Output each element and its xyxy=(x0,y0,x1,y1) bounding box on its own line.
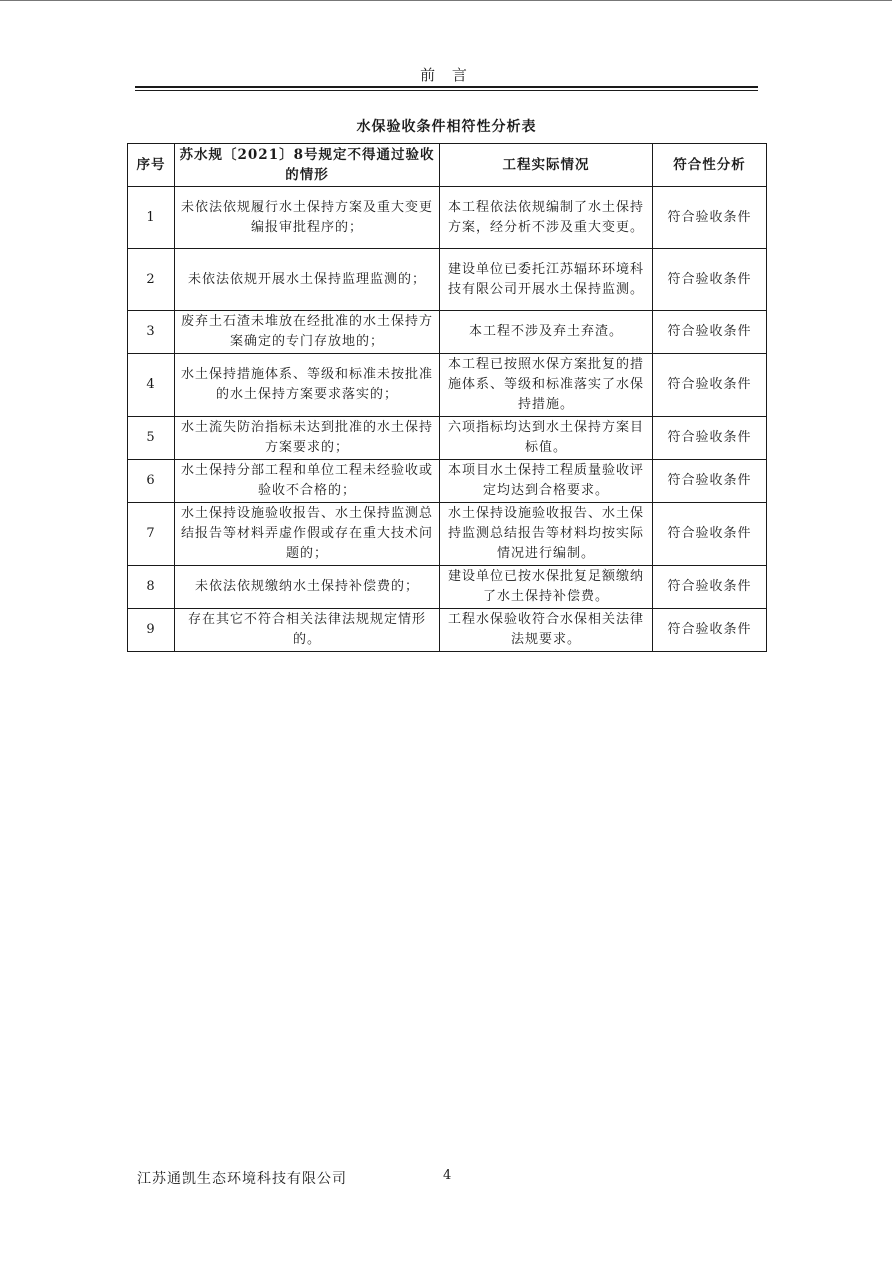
column-header-actual: 工程实际情况 xyxy=(440,144,653,187)
column-header-analysis: 符合性分析 xyxy=(653,144,767,187)
row-actual: 建设单位已按水保批复足额缴纳了水土保持补偿费。 xyxy=(440,566,653,609)
table-row xyxy=(128,609,767,652)
row-number: 3 xyxy=(128,311,175,354)
row-situation: 水土流失防治指标未达到批准的水土保持方案要求的； xyxy=(175,417,440,460)
row-actual: 本工程已按照水保方案批复的措施体系、等级和标准落实了水保持措施。 xyxy=(440,354,653,417)
row-number: 8 xyxy=(128,566,175,609)
row-number: 5 xyxy=(128,417,175,460)
row-situation: 水土保持设施验收报告、水土保持监测总结报告等材料弄虚作假或存在重大技术问题的； xyxy=(175,503,440,566)
row-situation: 未依法依规缴纳水土保持补偿费的； xyxy=(175,566,440,609)
table-row xyxy=(128,460,767,503)
row-analysis: 符合验收条件 xyxy=(653,187,767,249)
row-situation: 水土保持分部工程和单位工程未经验收或验收不合格的； xyxy=(175,460,440,503)
row-actual: 本工程不涉及弃土弃渣。 xyxy=(440,311,653,354)
row-analysis: 符合验收条件 xyxy=(653,311,767,354)
header-rule xyxy=(135,86,758,88)
table-row xyxy=(128,311,767,354)
row-actual: 工程水保验收符合水保相关法律法规要求。 xyxy=(440,609,653,652)
row-number: 6 xyxy=(128,460,175,503)
row-analysis: 符合验收条件 xyxy=(653,354,767,417)
row-actual: 六项指标均达到水土保持方案目标值。 xyxy=(440,417,653,460)
column-header-situation: 苏水规〔2021〕8号规定不得通过验收的情形 xyxy=(175,144,440,187)
header-rule-thin xyxy=(135,90,758,91)
footer-company: 江苏通凯生态环境科技有限公司 xyxy=(137,1171,347,1187)
row-analysis: 符合验收条件 xyxy=(653,503,767,566)
row-analysis: 符合验收条件 xyxy=(653,609,767,652)
row-actual: 本工程依法依规编制了水土保持方案，经分析不涉及重大变更。 xyxy=(440,187,653,249)
page-header: 前 言 xyxy=(420,66,473,84)
table-row xyxy=(128,503,767,566)
table-header-row xyxy=(128,144,767,187)
row-actual: 水土保持设施验收报告、水土保持监测总结报告等材料均按实际情况进行编制。 xyxy=(440,503,653,566)
row-actual: 建设单位已委托江苏辐环环境科技有限公司开展水土保持监测。 xyxy=(440,249,653,311)
row-number: 9 xyxy=(128,609,175,652)
row-analysis: 符合验收条件 xyxy=(653,566,767,609)
row-number: 2 xyxy=(128,249,175,311)
page-top-border xyxy=(0,0,892,1)
row-number: 1 xyxy=(128,187,175,249)
row-situation: 水土保持措施体系、等级和标准未按批准的水土保持方案要求落实的； xyxy=(175,354,440,417)
row-situation: 存在其它不符合相关法律法规规定情形的。 xyxy=(175,609,440,652)
row-actual: 本项目水土保持工程质量验收评定均达到合格要求。 xyxy=(440,460,653,503)
table-title: 水保验收条件相符性分析表 xyxy=(356,119,537,135)
page-number: 4 xyxy=(443,1168,452,1183)
row-situation: 未依法依规履行水土保持方案及重大变更编报审批程序的； xyxy=(175,187,440,249)
table-row xyxy=(128,354,767,417)
table-row xyxy=(128,249,767,311)
table-row xyxy=(128,417,767,460)
column-header-no: 序号 xyxy=(128,144,175,187)
analysis-table xyxy=(127,143,767,652)
row-number: 4 xyxy=(128,354,175,417)
table-row xyxy=(128,187,767,249)
row-analysis: 符合验收条件 xyxy=(653,460,767,503)
row-situation: 废弃土石渣未堆放在经批准的水土保持方案确定的专门存放地的； xyxy=(175,311,440,354)
row-number: 7 xyxy=(128,503,175,566)
row-analysis: 符合验收条件 xyxy=(653,249,767,311)
table-row xyxy=(128,566,767,609)
row-situation: 未依法依规开展水土保持监理监测的； xyxy=(175,249,440,311)
row-analysis: 符合验收条件 xyxy=(653,417,767,460)
